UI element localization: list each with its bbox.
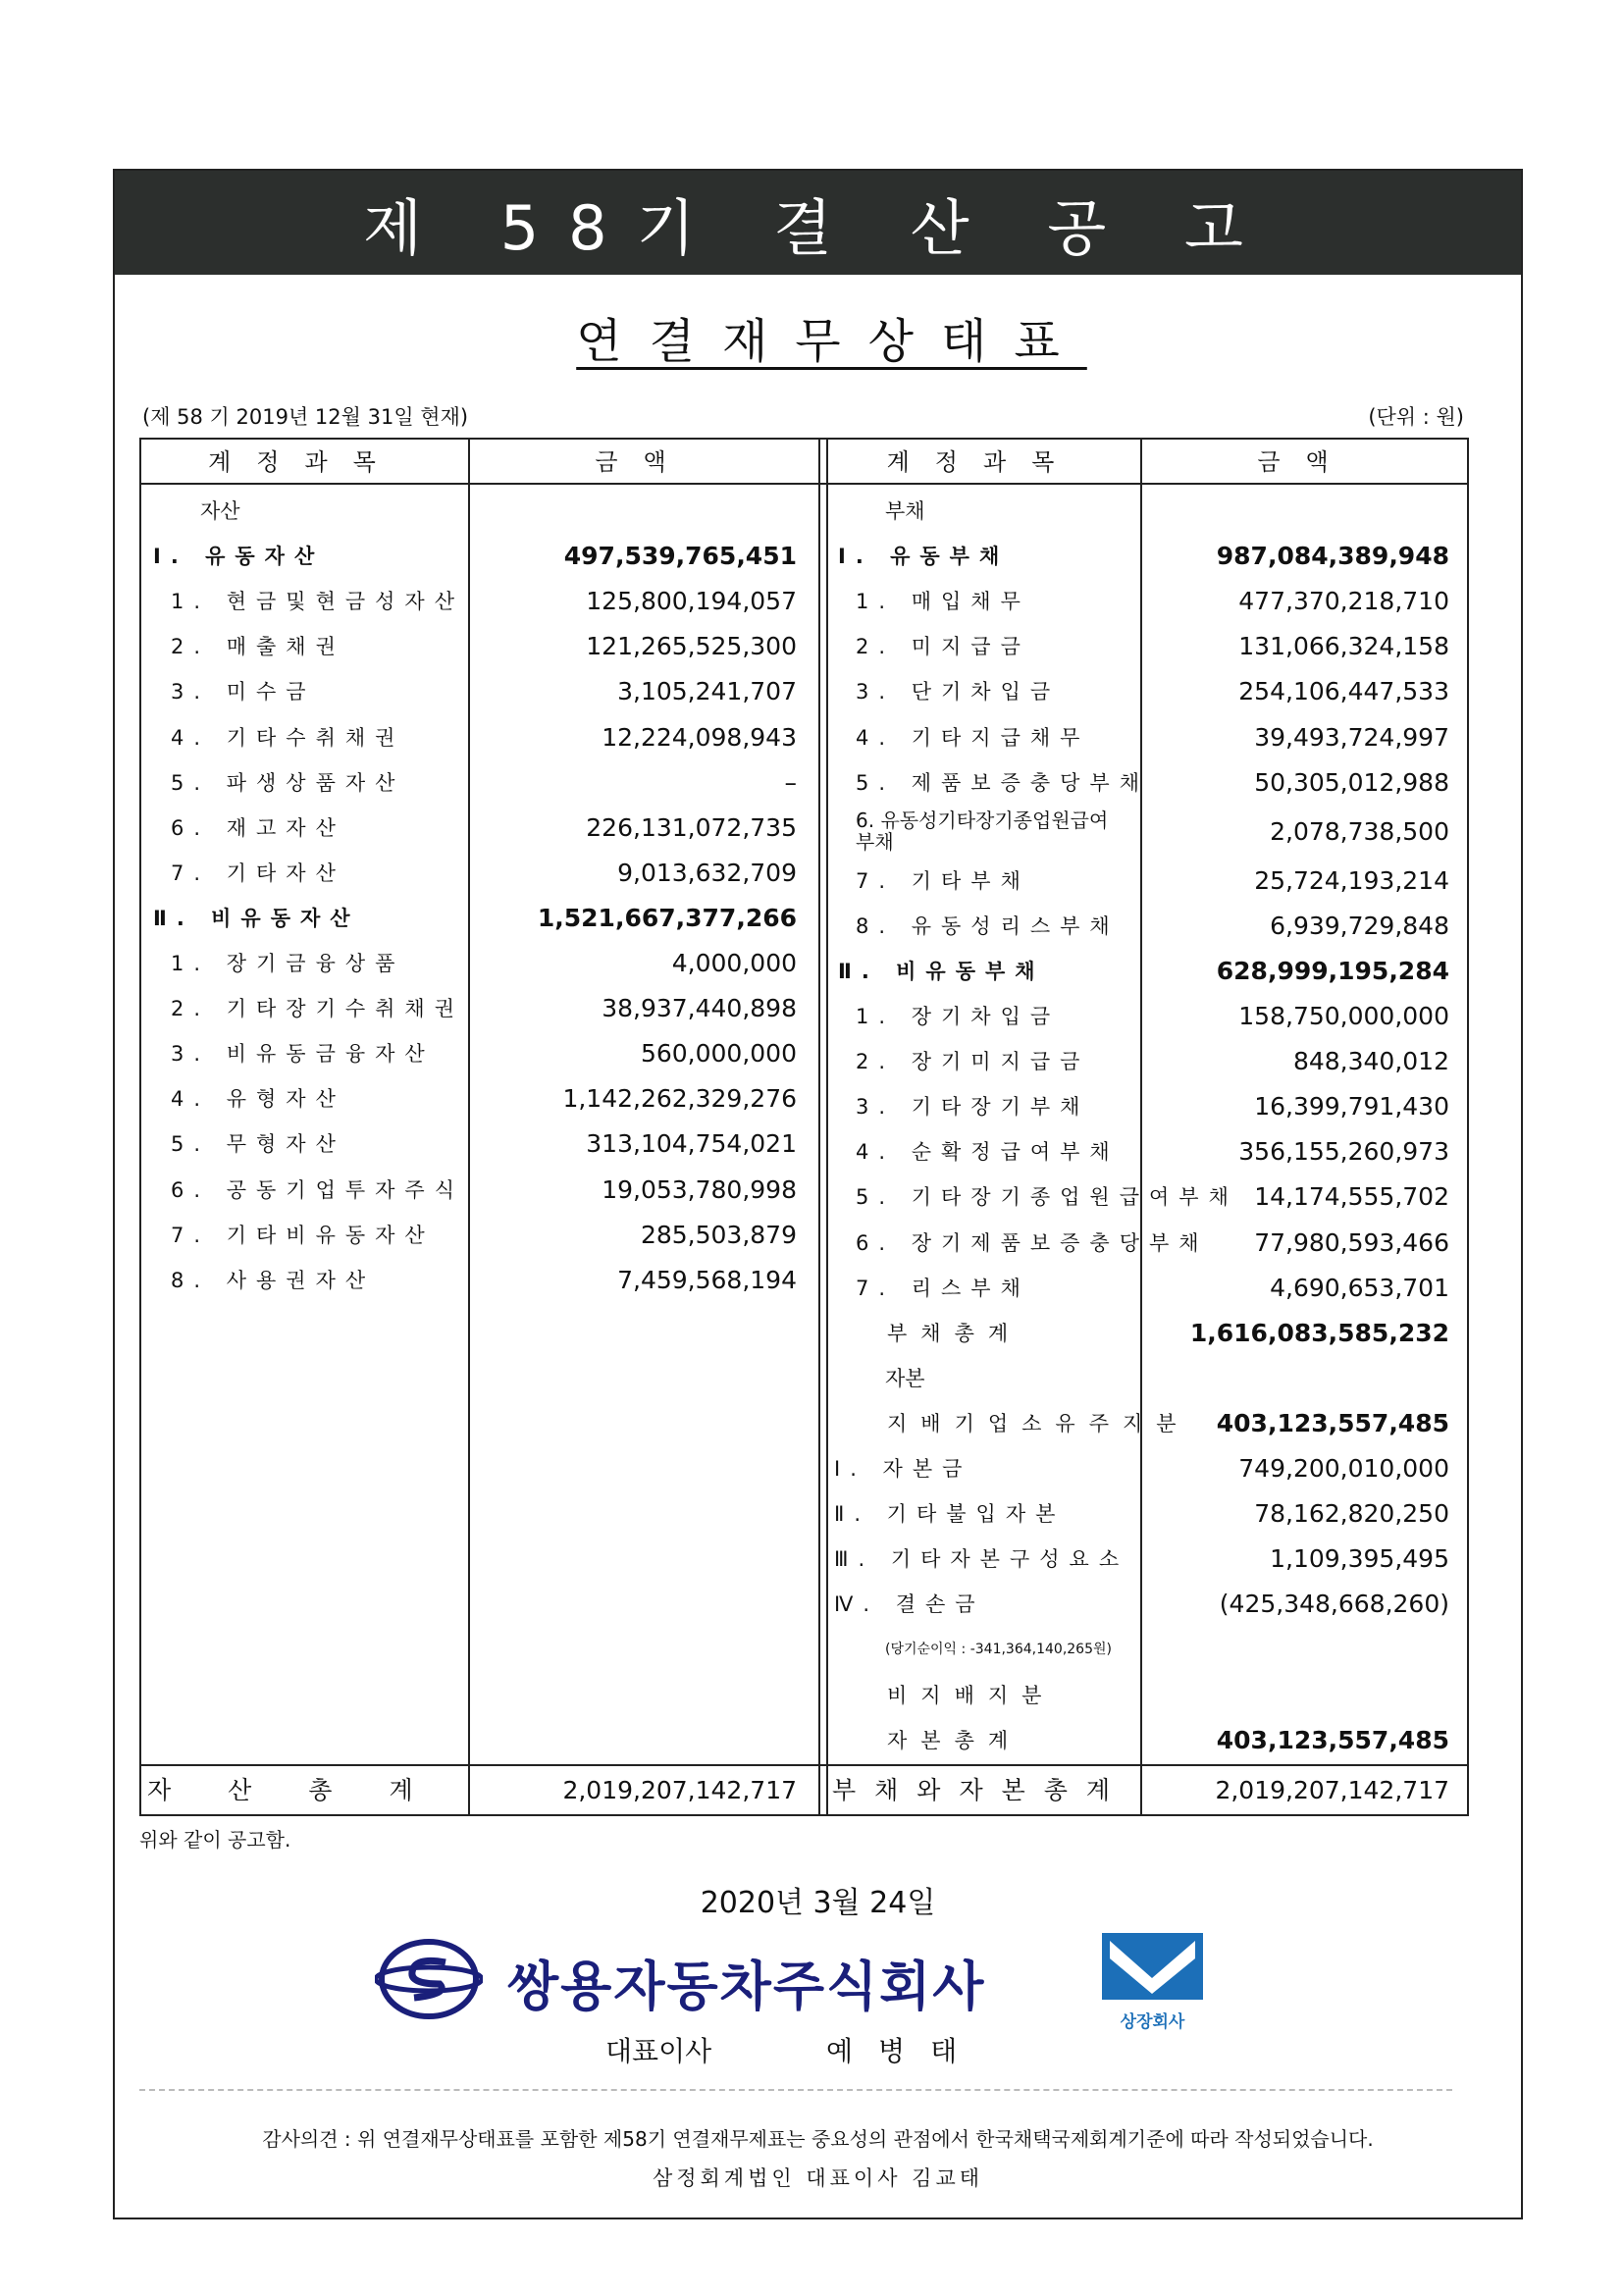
liability-amount: 356,155,260,973 bbox=[1238, 1137, 1449, 1167]
unit-note: (단위 : 원) bbox=[1368, 405, 1464, 429]
date-note: (제 58 기 2019년 12월 31일 현재) bbox=[142, 405, 469, 429]
audit-opinion: 감사의견 : 위 연결재무상태표를 포함한 제58기 연결재무제표는 중요성의 관점에서 한국채택국제회계기준에 따라 작성되었습니다. bbox=[262, 2127, 1374, 2151]
liability-amount: 987,084,389,948 bbox=[1216, 542, 1449, 571]
total-assets-amount: 2,019,207,142,717 bbox=[562, 1776, 797, 1804]
liabilities-amount-header: 금액 bbox=[1257, 448, 1354, 476]
liability-amount: 14,174,555,702 bbox=[1254, 1182, 1449, 1212]
report-date: 2020년 3월 24일 bbox=[700, 1886, 936, 1920]
asset-account-label: 6. 재고자산 bbox=[171, 815, 345, 840]
liability-amount: 2,078,738,500 bbox=[1270, 816, 1449, 846]
liability-account-label: 1. 매입채무 bbox=[856, 590, 1030, 614]
asset-account-label: 자산 bbox=[200, 499, 240, 523]
asset-amount: 1,521,667,377,266 bbox=[537, 903, 797, 932]
asset-account-label: 6. 공동기업투자주식 bbox=[171, 1177, 464, 1202]
liability-account-label: 지배기업소유주지분 bbox=[887, 1411, 1190, 1435]
liability-amount: 848,340,012 bbox=[1292, 1047, 1449, 1076]
liability-account-label: 1. 장기차입금 bbox=[856, 1005, 1061, 1028]
asset-account-label: 2. 매출채권 bbox=[171, 635, 345, 659]
asset-amount: – bbox=[784, 767, 797, 797]
asset-account-label: 5. 파생상품자산 bbox=[171, 770, 405, 795]
asset-account-label: 4. 기타수취채권 bbox=[171, 725, 405, 750]
total-assets-label: 자산총계 bbox=[147, 1776, 470, 1804]
asset-amount: 121,265,525,300 bbox=[586, 632, 797, 661]
company-row bbox=[115, 1927, 1521, 2035]
asset-account-label: 3. 비유동금융자산 bbox=[171, 1042, 435, 1067]
title-bar bbox=[115, 171, 1521, 275]
liability-account-label: 부채총계 bbox=[887, 1321, 1022, 1345]
asset-account-label: 7. 기타자산 bbox=[171, 861, 345, 885]
liability-amount: 403,123,557,485 bbox=[1216, 1408, 1449, 1437]
liability-account-label: 5. 기타장기종업원급여부채 bbox=[856, 1185, 1238, 1210]
liability-account-label: 부채 bbox=[885, 499, 925, 523]
balance-sheet-table bbox=[139, 438, 1469, 1816]
representative-label: 대표이사 bbox=[605, 2035, 712, 2067]
liability-amount: 78,162,820,250 bbox=[1254, 1499, 1449, 1529]
liability-account-label: 3. 단기차입금 bbox=[856, 680, 1061, 704]
seal-label: 상장회사 bbox=[1120, 2012, 1185, 2032]
asset-amount: 226,131,072,735 bbox=[586, 812, 797, 842]
statement-title bbox=[115, 303, 1521, 371]
company-logo-icon bbox=[375, 1935, 483, 2023]
liability-amount: 50,305,012,988 bbox=[1254, 767, 1449, 797]
asset-account-label: 3. 미수금 bbox=[171, 680, 316, 704]
liability-account-label: 5. 제품보증충당부채 bbox=[856, 770, 1149, 795]
asset-amount: 12,224,098,943 bbox=[602, 722, 797, 752]
liability-account-label: 2. 장기미지급금 bbox=[856, 1050, 1090, 1074]
liability-amount: 16,399,791,430 bbox=[1254, 1092, 1449, 1122]
liability-account-label: Ⅱ. 비유동부채 bbox=[838, 959, 1045, 983]
asset-amount: 313,104,754,021 bbox=[586, 1129, 797, 1159]
col-divider bbox=[826, 440, 828, 1814]
asset-account-label: 2. 기타장기수취채권 bbox=[171, 997, 464, 1021]
asset-amount: 1,142,262,329,276 bbox=[562, 1084, 797, 1114]
total-liab-equity-amount: 2,019,207,142,717 bbox=[1215, 1776, 1449, 1804]
representative-name: 예병태 bbox=[826, 2035, 983, 2067]
liability-amount: 77,980,593,466 bbox=[1254, 1227, 1449, 1257]
notice-title: 제 58기 결 산 공 고 bbox=[363, 191, 1273, 264]
liability-amount: 1,109,395,495 bbox=[1270, 1544, 1449, 1574]
liability-account-label: 자본총계 bbox=[887, 1728, 1022, 1752]
liability-amount bbox=[1140, 1627, 1449, 1672]
liability-account-label: 8. 유동성리스부채 bbox=[856, 913, 1120, 938]
liability-account-label: 4. 순확정급여부채 bbox=[856, 1140, 1120, 1165]
assets-account-header: 계정과목 bbox=[208, 448, 401, 476]
liability-account-label: 비지배지분 bbox=[887, 1683, 1056, 1707]
liability-account-label: Ⅱ. 기타불입자본 bbox=[834, 1502, 1066, 1527]
asset-amount bbox=[468, 489, 797, 534]
liability-amount: 628,999,195,284 bbox=[1216, 956, 1449, 985]
liability-account-label: 2. 미지급금 bbox=[856, 635, 1030, 659]
asset-amount: 38,937,440,898 bbox=[602, 994, 797, 1023]
liability-account-label: Ⅰ. 자본금 bbox=[834, 1457, 972, 1481]
assets-amount-header: 금액 bbox=[595, 448, 692, 476]
asset-amount: 285,503,879 bbox=[640, 1220, 797, 1249]
notice-frame bbox=[113, 169, 1523, 2219]
listed-company-seal-icon bbox=[1096, 1929, 1209, 2006]
asset-amount: 19,053,780,998 bbox=[602, 1174, 797, 1204]
liability-amount: 131,066,324,158 bbox=[1238, 632, 1449, 661]
col-divider bbox=[818, 440, 820, 1814]
liability-amount: 39,493,724,997 bbox=[1254, 722, 1449, 752]
liability-amount: 477,370,218,710 bbox=[1238, 587, 1449, 616]
liability-account-label: 3. 기타장기부채 bbox=[856, 1095, 1090, 1120]
auditor-signature: 삼정회계법인 대표이사 김교태 bbox=[652, 2166, 984, 2190]
asset-amount: 497,539,765,451 bbox=[563, 542, 797, 571]
liability-amount: 254,106,447,533 bbox=[1238, 677, 1449, 706]
liability-account-label: Ⅳ. 결손금 bbox=[834, 1592, 985, 1617]
liability-amount bbox=[1140, 489, 1449, 534]
liability-amount: 6,939,729,848 bbox=[1270, 911, 1449, 940]
liability-account-label: 6. 유동성기타장기종업원급여부채 bbox=[856, 808, 1109, 854]
listed-company-seal bbox=[1096, 1929, 1209, 2032]
asset-account-label: 1. 현금및현금성자산 bbox=[171, 590, 464, 614]
liability-amount: 25,724,193,214 bbox=[1254, 865, 1449, 895]
dashed-divider bbox=[139, 2089, 1452, 2091]
liability-account-label: Ⅰ. 유동부채 bbox=[838, 545, 1010, 569]
liability-account-label: 6. 장기제품보증충당부채 bbox=[856, 1230, 1209, 1255]
liability-account-label: 자본 bbox=[885, 1366, 925, 1390]
liability-account-label: 4. 기타지급채무 bbox=[856, 725, 1090, 750]
asset-account-label: 7. 기타비유동자산 bbox=[171, 1223, 435, 1247]
liability-amount: 4,690,653,701 bbox=[1270, 1273, 1449, 1302]
row-divider bbox=[141, 1764, 1467, 1766]
asset-amount: 125,800,194,057 bbox=[586, 587, 797, 616]
asset-account-label: 4. 유형자산 bbox=[171, 1087, 345, 1112]
liability-amount bbox=[1140, 1673, 1449, 1718]
liability-account-label: (당기순이익 : -341,364,140,265원) bbox=[885, 1642, 1112, 1658]
asset-amount: 4,000,000 bbox=[671, 949, 797, 977]
liabilities-account-header: 계정과목 bbox=[886, 448, 1080, 476]
statement-title-text: 연결재무상태표 bbox=[576, 314, 1087, 369]
liability-account-label: 7. 기타부채 bbox=[856, 868, 1030, 893]
asset-account-label: 8. 사용권자산 bbox=[171, 1268, 376, 1292]
liability-account-label: 7. 리스부채 bbox=[856, 1276, 1030, 1300]
asset-amount: 3,105,241,707 bbox=[617, 677, 797, 706]
total-liab-equity-label: 부채와자본총계 bbox=[832, 1776, 1129, 1804]
liability-amount: 158,750,000,000 bbox=[1238, 1002, 1449, 1030]
asset-account-label: 1. 장기금융상품 bbox=[171, 952, 405, 975]
liability-amount: 1,616,083,585,232 bbox=[1189, 1318, 1449, 1347]
liability-amount: 403,123,557,485 bbox=[1216, 1725, 1449, 1754]
asset-amount: 560,000,000 bbox=[640, 1039, 797, 1069]
liability-account-label: Ⅲ. 기타자본구성요소 bbox=[834, 1547, 1129, 1572]
footer-note: 위와 같이 공고함. bbox=[139, 1828, 291, 1852]
liability-amount: 749,200,010,000 bbox=[1238, 1454, 1449, 1483]
asset-amount: 7,459,568,194 bbox=[617, 1265, 797, 1294]
company-name: 쌍용자동차주식회사 bbox=[507, 1956, 986, 2017]
asset-account-label: Ⅰ. 유동자산 bbox=[153, 545, 325, 569]
liability-amount bbox=[1140, 1356, 1449, 1401]
asset-amount: 9,013,632,709 bbox=[617, 858, 797, 887]
asset-account-label: 5. 무형자산 bbox=[171, 1132, 345, 1157]
asset-account-label: Ⅱ. 비유동자산 bbox=[153, 906, 360, 930]
liability-amount: (425,348,668,260) bbox=[1219, 1590, 1449, 1619]
